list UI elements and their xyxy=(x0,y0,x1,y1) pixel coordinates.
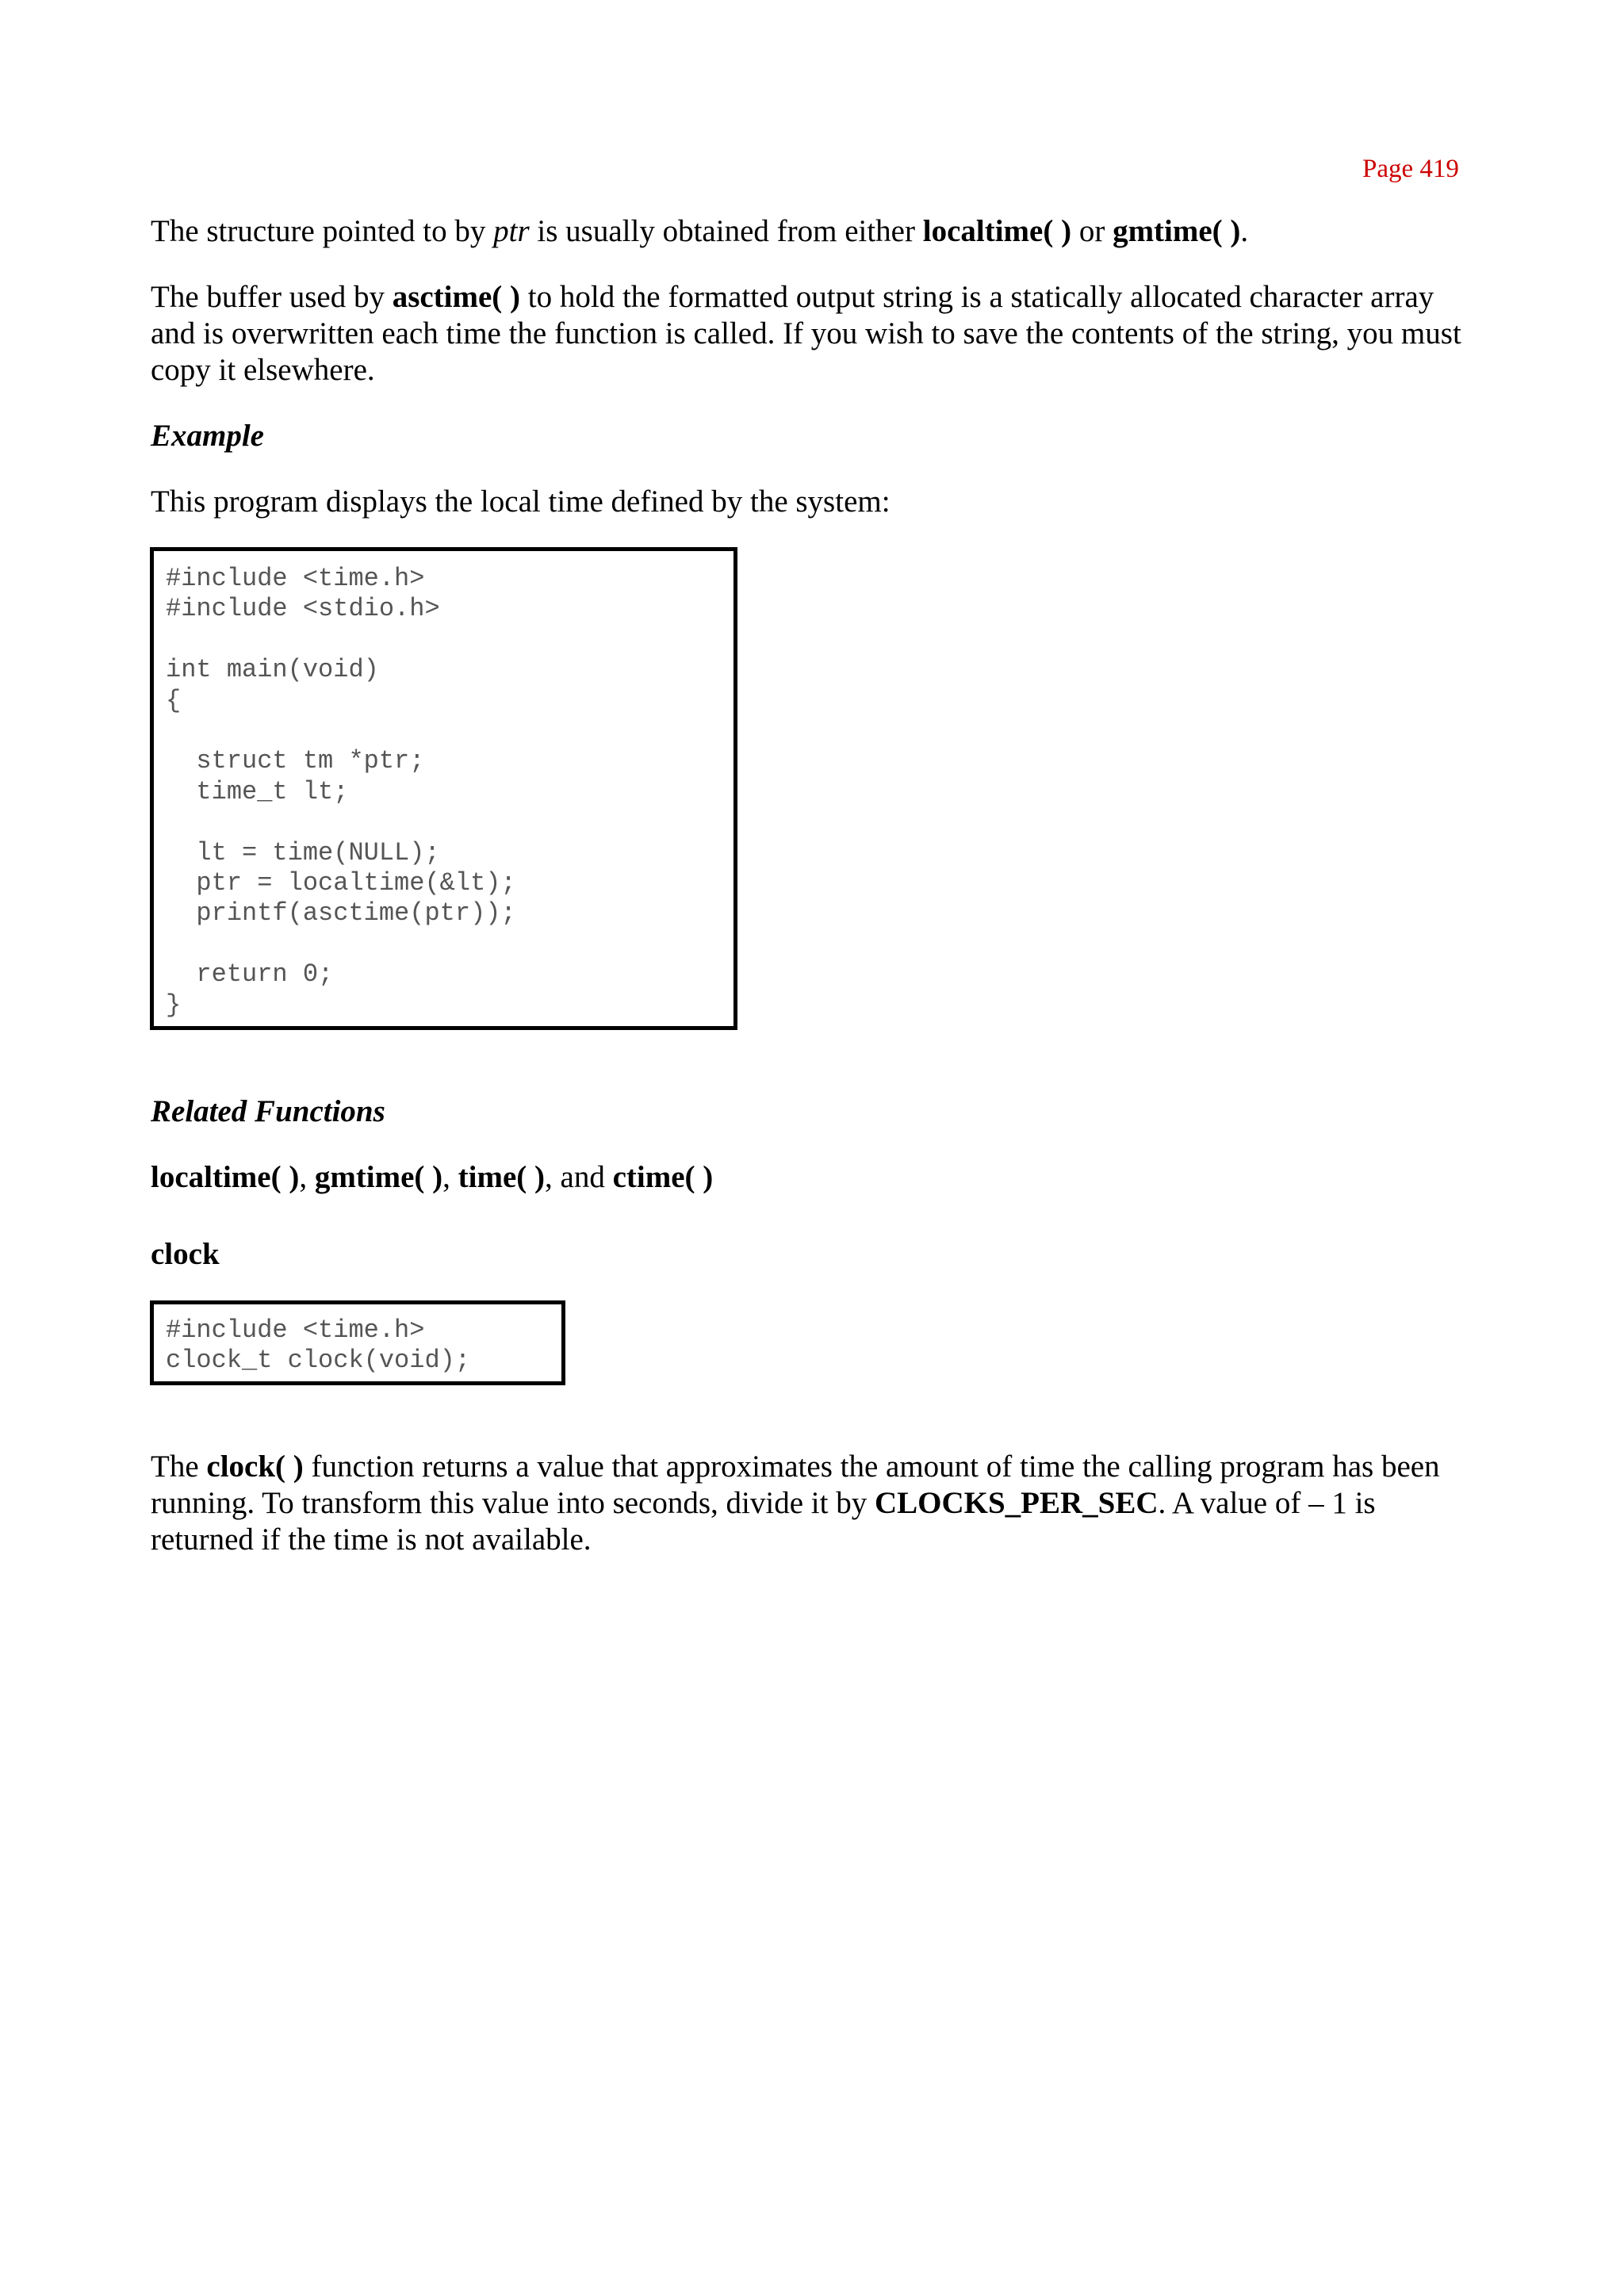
constant-clocks-per-sec: CLOCKS_PER_SEC xyxy=(874,1486,1159,1520)
text: The structure pointed to by xyxy=(151,214,494,248)
paragraph-ptr-source xyxy=(151,213,1483,250)
related-functions-heading: Related Functions xyxy=(151,1094,385,1128)
text: function returns a value that approximates the amount of time the calling program has been running. To transform this value into seconds, divide it by xyxy=(151,1450,1440,1520)
text: or xyxy=(1071,214,1113,248)
example-code: #include <time.h> #include <stdio.h> int main(void) { struct tm *ptr; time_t lt; lt = time(NULL); ptr = localtime(&lt); printf(asctime(ptr)); return 0; } xyxy=(166,564,516,1020)
text: . A value of – 1 is returned if the time is not available. xyxy=(151,1486,1376,1557)
clock-prototype-code: #include <time.h> clock_t clock(void); xyxy=(166,1316,471,1375)
related-localtime: localtime( ) xyxy=(151,1160,300,1194)
related-time: time( ) xyxy=(458,1160,546,1194)
separator: , and xyxy=(545,1160,613,1194)
text: The buffer used by xyxy=(151,280,393,314)
clock-description xyxy=(151,1449,1483,1558)
entry-title-clock: clock xyxy=(151,1237,220,1271)
function-ref-asctime: asctime( ) xyxy=(392,280,521,314)
paragraph-buffer xyxy=(151,279,1467,389)
related-ctime: ctime( ) xyxy=(612,1160,714,1194)
related-functions-list xyxy=(151,1159,1483,1196)
text: . xyxy=(1240,214,1249,248)
function-ref-gmtime: gmtime( ) xyxy=(1113,214,1241,248)
text: The xyxy=(151,1450,207,1484)
example-heading: Example xyxy=(151,419,264,453)
example-code-box xyxy=(150,547,737,1030)
function-ref-localtime: localtime( ) xyxy=(922,214,1072,248)
clock-prototype-box xyxy=(150,1300,565,1385)
function-ref-clock: clock( ) xyxy=(206,1450,304,1484)
example-intro: This program displays the local time defined by the system: xyxy=(151,484,891,519)
param-ptr: ptr xyxy=(493,214,530,248)
text: to hold the formatted output string is a statically allocated character array and is overwritten each time the function is called. If you wish to save the contents of the string, you must copy it elsewhere. xyxy=(151,280,1461,387)
page-number: Page 419 xyxy=(1362,155,1459,183)
separator: , xyxy=(442,1160,458,1194)
text: is usually obtained from either xyxy=(529,214,923,248)
separator: , xyxy=(299,1160,315,1194)
related-gmtime: gmtime( ) xyxy=(314,1160,443,1194)
